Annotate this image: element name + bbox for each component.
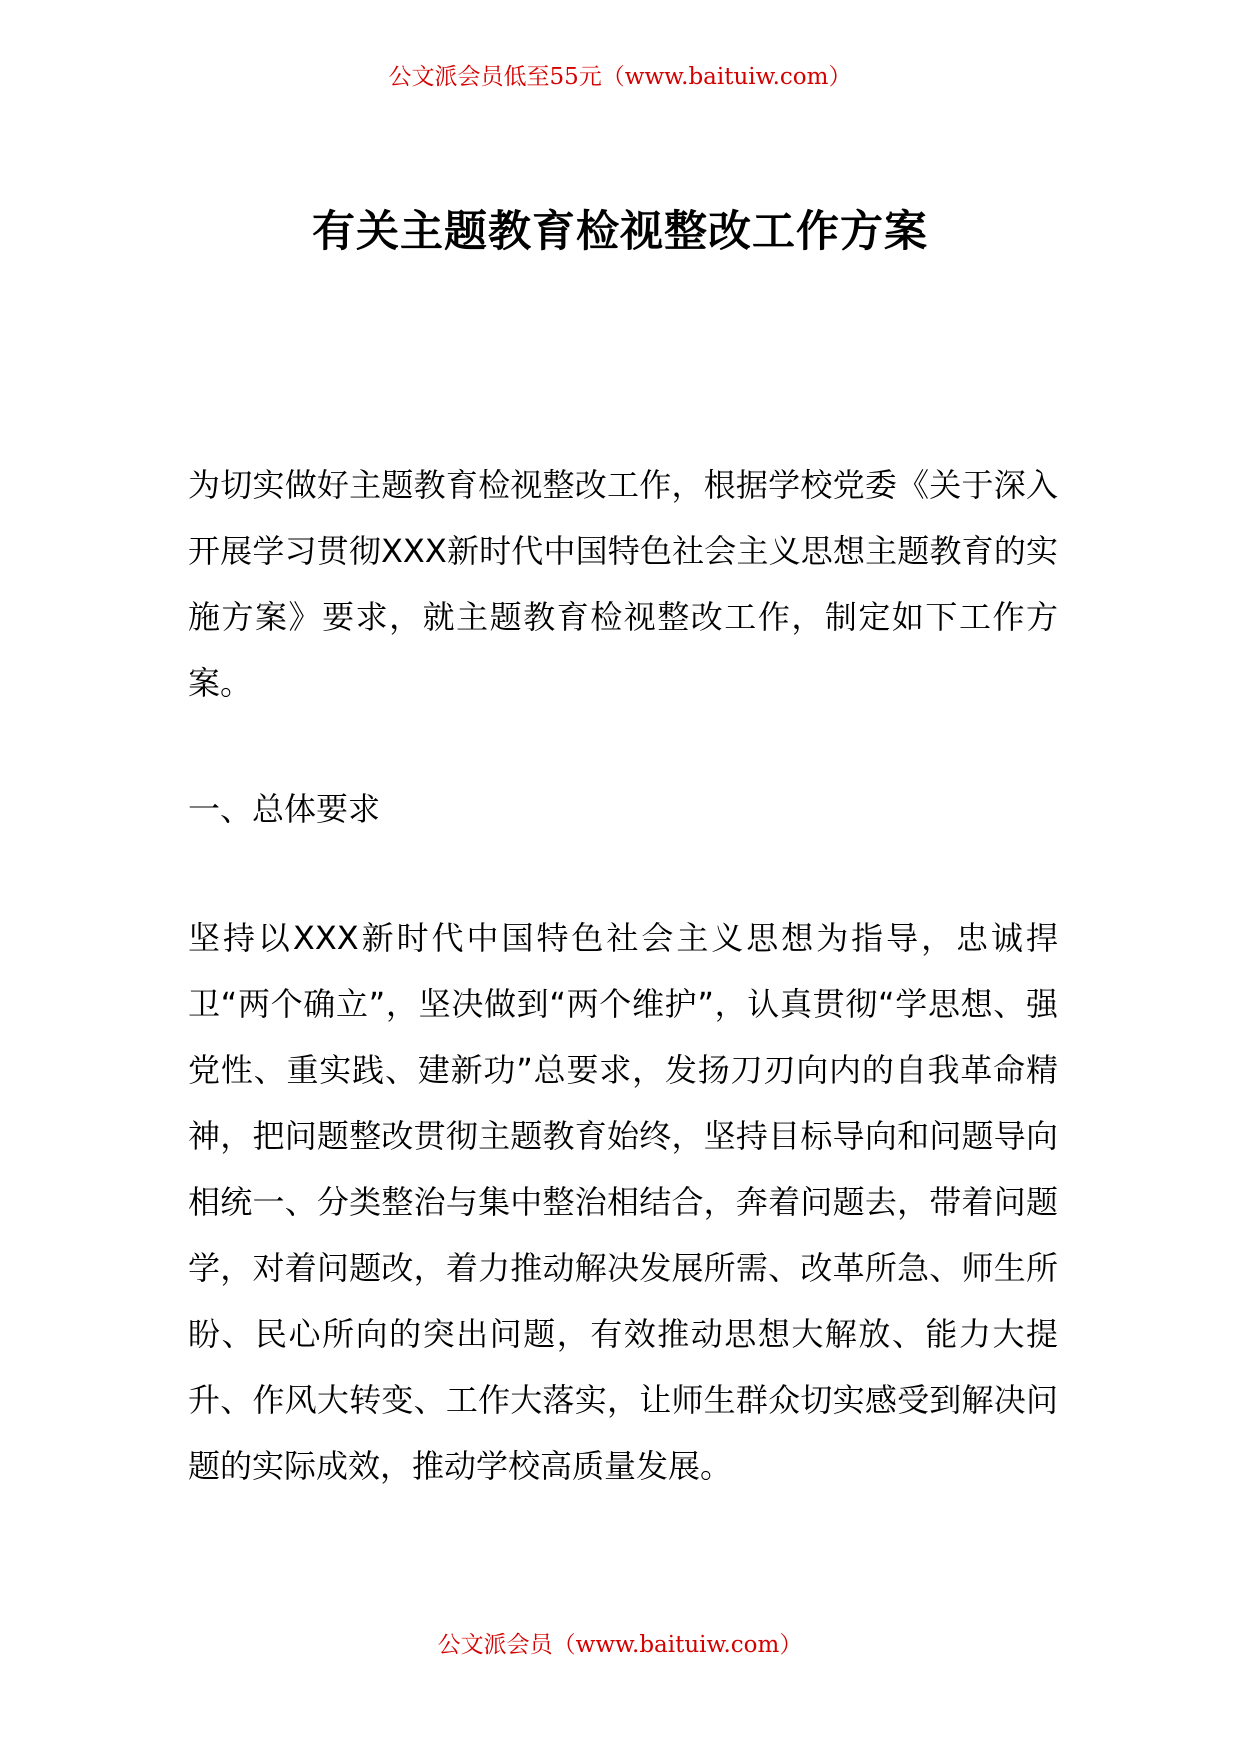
section-heading-overall-requirements: 一、总体要求: [188, 790, 381, 828]
header-watermark-banner: 公文派会员低至55元（www.baituiw.com）: [388, 64, 852, 90]
document-title: 有关主题教育检视整改工作方案: [312, 207, 928, 257]
intro-paragraph: 为切实做好主题教育检视整改工作，根据学校党委《关于深入开展学习贯彻XXX新时代中国特色社会主义思想主题教育的实施方案》要求，就主题教育检视整改工作，制定如下工作方案。: [188, 466, 1058, 702]
section-1-paragraph: 坚持以XXX新时代中国特色社会主义思想为指导，忠诚捍卫“两个确立”，坚决做到“两个维护”，认真贯彻“学思想、强党性、重实践、建新功”总要求，发扬刀刃向内的自我革命精神，把问题整改贯彻主题教育始终，坚持目标导向和问题导向相统一、分类整治与集中整治相结合，奔着问题去，带着问题学，对着问题改，着力推动解决发展所需、改革所急、师生所盼、民心所向的突出问题，有效推动思想大解放、能力大提升、作风大转变、工作大落实，让师生群众切实感受到解决问题的实际成效，推动学校高质量发展。: [188, 919, 1058, 1485]
footer-watermark-banner: 公文派会员（www.baituiw.com）: [437, 1632, 803, 1658]
